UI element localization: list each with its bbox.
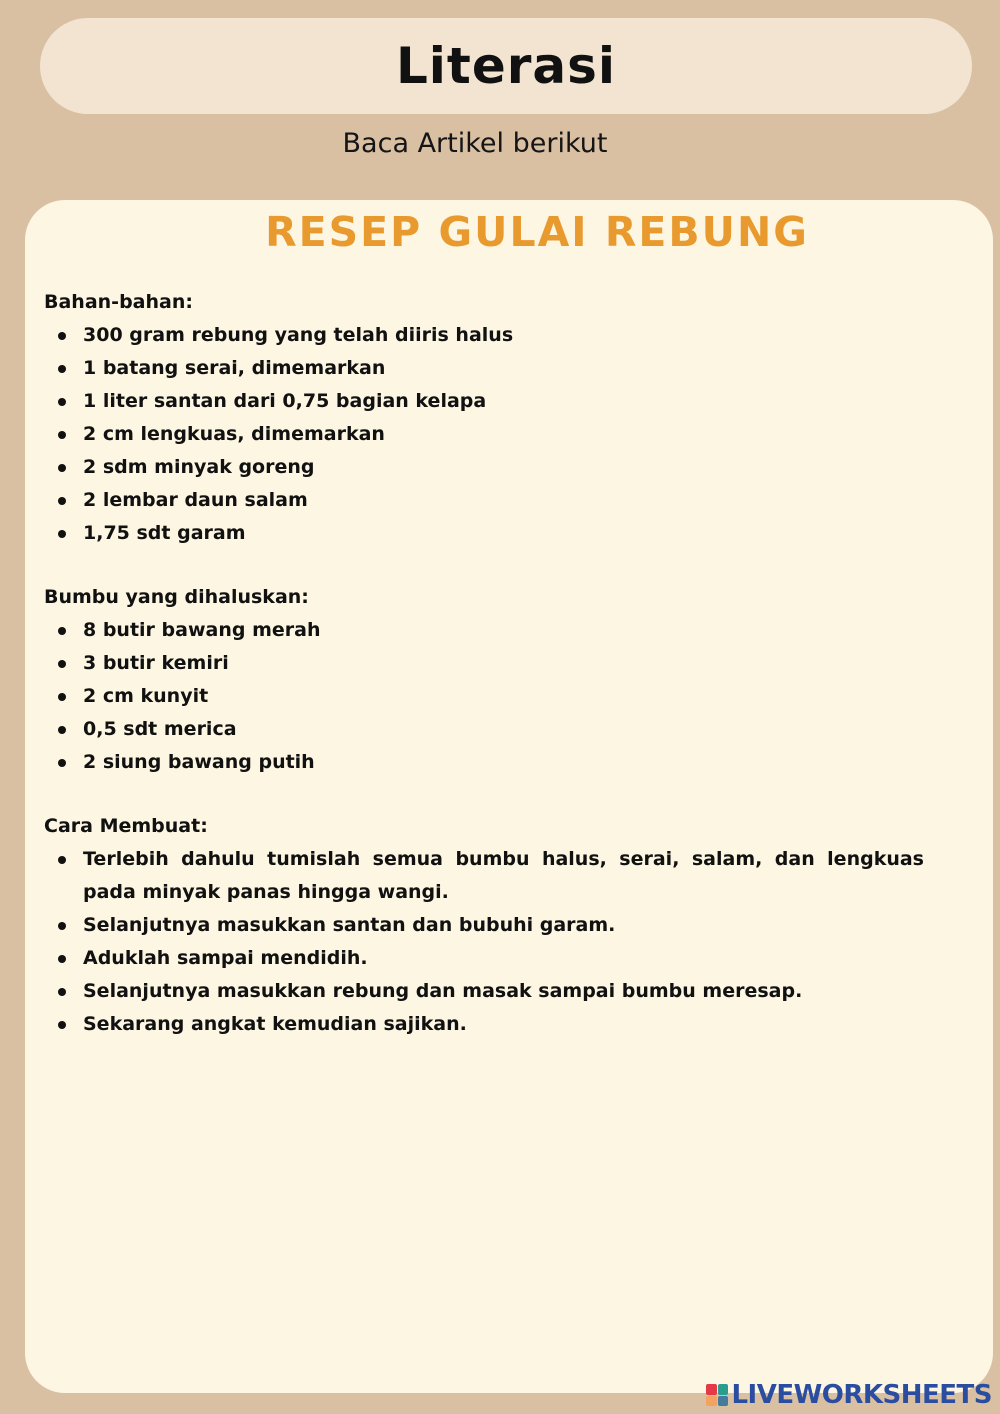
page-subtitle: Baca Artikel berikut	[342, 128, 608, 159]
spice-list	[44, 614, 924, 779]
section-heading: Bumbu yang dihaluskan:	[44, 586, 309, 608]
list-item: Selanjutnya masukkan santan dan bubuhi garam.	[44, 909, 924, 942]
list-item: 300 gram rebung yang telah diiris halus	[44, 319, 924, 352]
list-item: 1 liter santan dari 0,75 bagian kelapa	[44, 385, 924, 418]
section-ingredients	[44, 286, 924, 550]
logo-square	[718, 1384, 729, 1395]
method-list	[44, 843, 924, 1041]
logo-square	[718, 1396, 729, 1407]
section-heading: Cara Membuat:	[44, 815, 208, 837]
section-method	[44, 810, 924, 1041]
section-heading: Bahan-bahan:	[44, 291, 193, 313]
list-item: 2 cm kunyit	[44, 680, 924, 713]
list-item: 2 sdm minyak goreng	[44, 451, 924, 484]
header-banner	[40, 18, 972, 114]
page-title: Literasi	[395, 37, 617, 95]
list-item: 8 butir bawang merah	[44, 614, 924, 647]
recipe-title: RESEP GULAI REBUNG	[265, 208, 809, 256]
list-item: 1 batang serai, dimemarkan	[44, 352, 924, 385]
logo-square	[706, 1384, 717, 1395]
watermark-text: LIVEWORKSHEETS	[731, 1380, 992, 1410]
list-item: 2 siung bawang putih	[44, 746, 924, 779]
ingredient-list	[44, 319, 924, 550]
list-item: 0,5 sdt merica	[44, 713, 924, 746]
list-item: 2 lembar daun salam	[44, 484, 924, 517]
logo-square	[706, 1396, 717, 1407]
list-item: 1,75 sdt garam	[44, 517, 924, 550]
list-item: Aduklah sampai mendidih.	[44, 942, 924, 975]
list-item: 2 cm lengkuas, dimemarkan	[44, 418, 924, 451]
list-item: Sekarang angkat kemudian sajikan.	[44, 1008, 924, 1041]
section-spices	[44, 581, 924, 779]
list-item: Selanjutnya masukkan rebung dan masak sampai bumbu meresap.	[44, 975, 924, 1008]
list-item: Terlebih dahulu tumislah semua bumbu halus, serai, salam, dan lengkuas pada minyak panas hingga wangi.	[44, 843, 924, 909]
liveworksheets-logo-icon	[706, 1384, 728, 1406]
liveworksheets-watermark	[706, 1380, 992, 1410]
list-item: 3 butir kemiri	[44, 647, 924, 680]
recipe-card	[25, 200, 993, 1393]
